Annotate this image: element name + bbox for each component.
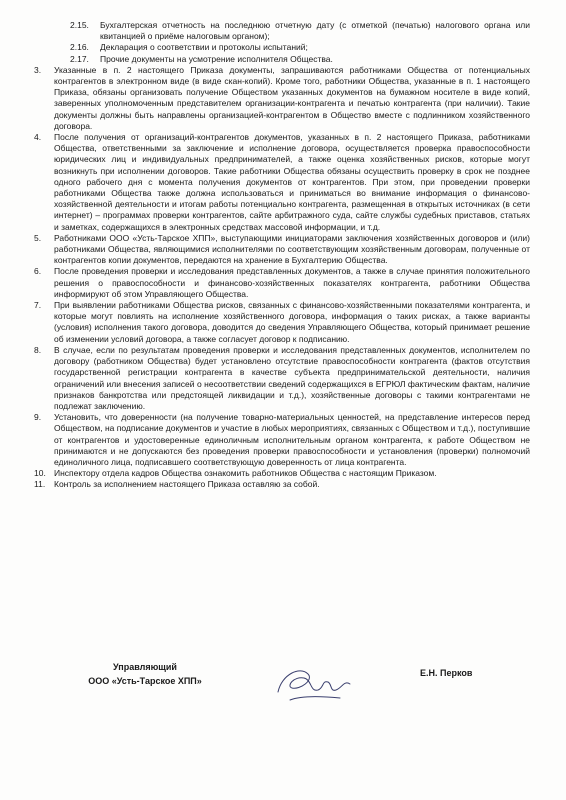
- signatory-title: [70, 660, 220, 688]
- clause-3: [30, 65, 530, 132]
- clause-text: Работниками ООО «Усть-Тарское ХПП», выступающими инициаторами заключения хозяйственных договоров и (или) работниками Общества, являющимися исполнителями по соответствующим хозяйственным договорам, полученные от контрагентов копии документов, передаются на хранение в Бухгалтерию Общества.: [54, 232, 530, 266]
- clause-10: [30, 468, 530, 479]
- clause-text: В случае, если по результатам проведения проверки и исследования представленных документов, исполнителем по договору (работником Общества) будет установлено отсутствие правоспособности контрагента (фактов отсутствия государственной регистрации контрагента в качестве субъекта предпринимательской деятельности, наличия ограничений или внесения записей о несоответствии сведений содержащихся в ЕГРЮЛ фактическим фактам, наличие признаков банкротства или предстоящей ликвидации и т.д.), хозяйственные договоры с такими контрагентами не подлежат заключению.: [54, 344, 530, 411]
- clause-4: [30, 132, 530, 233]
- subitem-number: 2.17.: [70, 53, 89, 64]
- clause-number: 8.: [34, 344, 42, 355]
- clause-5: [30, 233, 530, 267]
- clause-text: При выявлении работниками Общества рисков, связанных с финансово-хозяйственными показателями контрагента, и которые могут повлиять на исполнение хозяйственного договора, информация о таких рисках, а также варианты (условия) исполнения такого договора, доводится до сведения Управляющего Общества, который принимает решение об изменении условий договора, а также согласует договор к подписанию.: [54, 300, 530, 344]
- clause-number: 4.: [34, 132, 42, 143]
- clause-6: [30, 266, 530, 300]
- clause-7: [30, 300, 530, 345]
- clause-text: Установить, что доверенности (на получение товарно-материальных ценностей, на представление интересов перед Обществом, на подписание документов и участие в любых мероприятиях, связанных с Обществом и т.д.), поступившие от контрагентов и удостоверенные единоличным исполнительным органом контрагента, к работе Обществом не принимаются и не допускаются без проведения проверки правоспособности и установления (проверки) полномочий единоличного лица, подписавшего соответствующую доверенность от лица контрагента.: [54, 412, 530, 467]
- clause-text: После получения от организаций-контрагентов документов, указанных в п. 2 настоящего Приказа, работниками Общества, ответственными за заключение и исполнение договора, осуществляется проверка правоспособности юридических лиц и индивидуальных предпринимателей, а также оценка хозяйственных рисков, которые могут возникнуть при исполнении договоров. Такие работники Общества обязаны осуществить проверку в срок не позднее одного рабочего дня с момента получения документов от контрагентов. При этом, при проведении проверки работниками Общества также должна использоваться и приниматься во внимание информация о финансово-хозяйственной деятельности и итогам работы потенциально контрагента, размещенная в открытых источниках (в сети интернет) – программах проверки контрагентов, сайте арбитражного суда, сайте службы судебных приставов, статьях и заметках, содержащихся в электронных средствах массовой информации, и т.д.: [54, 132, 530, 232]
- subitem: [30, 42, 530, 53]
- clause-text: Указанные в п. 2 настоящего Приказа документы, запрашиваются работниками Общества от потенциальных контрагентов в электронном виде (в виде скан-копий). Кроме того, работники Общества, указанные в п. 1 настоящего Приказа, обязаны организовать получение Обществом указанных документов на бумажном носителе в виде копий, заверенных уполномоченным представителем организации-контрагента и печатью контрагента (при наличии). Такие документы должны быть направлены организацией-контрагентом в Общество вместе с подлинником хозяйственного договора.: [54, 64, 530, 131]
- subitem-number: 2.16.: [70, 42, 89, 53]
- subitem-number: 2.15.: [70, 20, 89, 30]
- document-body: [30, 20, 530, 491]
- clause-9: [30, 412, 530, 468]
- signatory-position: Управляющий: [113, 662, 177, 672]
- clause-number: 7.: [34, 300, 42, 311]
- handwritten-signature: [270, 660, 360, 710]
- clause-number: 6.: [34, 266, 42, 277]
- clause-text: После проведения проверки и исследования представленных документов, а также в случае принятия положительного решения о правоспособности и финансово-хозяйственных показателях контрагента, работники Общества информируют об этом Управляющего Общества.: [54, 266, 530, 299]
- clause-11: [30, 479, 530, 490]
- subitem: [30, 20, 530, 42]
- clause-8: [30, 345, 530, 412]
- clause-text: Контроль за исполнением настоящего Приказа оставляю за собой.: [54, 479, 320, 490]
- clause-number: 9.: [34, 412, 42, 423]
- clause-text: Инспектору отдела кадров Общества ознакомить работников Общества с настоящим Приказом.: [54, 468, 437, 479]
- clause-number: 11.: [34, 479, 46, 490]
- clause-number: 5.: [34, 232, 42, 243]
- clause-number: 10.: [34, 468, 46, 479]
- signatory-name: Е.Н. Перков: [420, 668, 473, 678]
- signature-block: [0, 660, 566, 740]
- signatory-organization: ООО «Усть-Тарское ХПП»: [88, 676, 202, 686]
- subitem-text: Бухгалтерская отчетность на последнюю отчетную дату (с отметкой (печатью) налогового органа или квитанцией о приёме налоговым органом);: [100, 20, 530, 42]
- clause-number: 3.: [34, 64, 42, 75]
- subitem-text: Прочие документы на усмотрение исполнителя Общества.: [100, 53, 333, 64]
- subitem: [30, 54, 530, 65]
- subitem-text: Декларация о соответствии и протоколы испытаний;: [100, 42, 308, 53]
